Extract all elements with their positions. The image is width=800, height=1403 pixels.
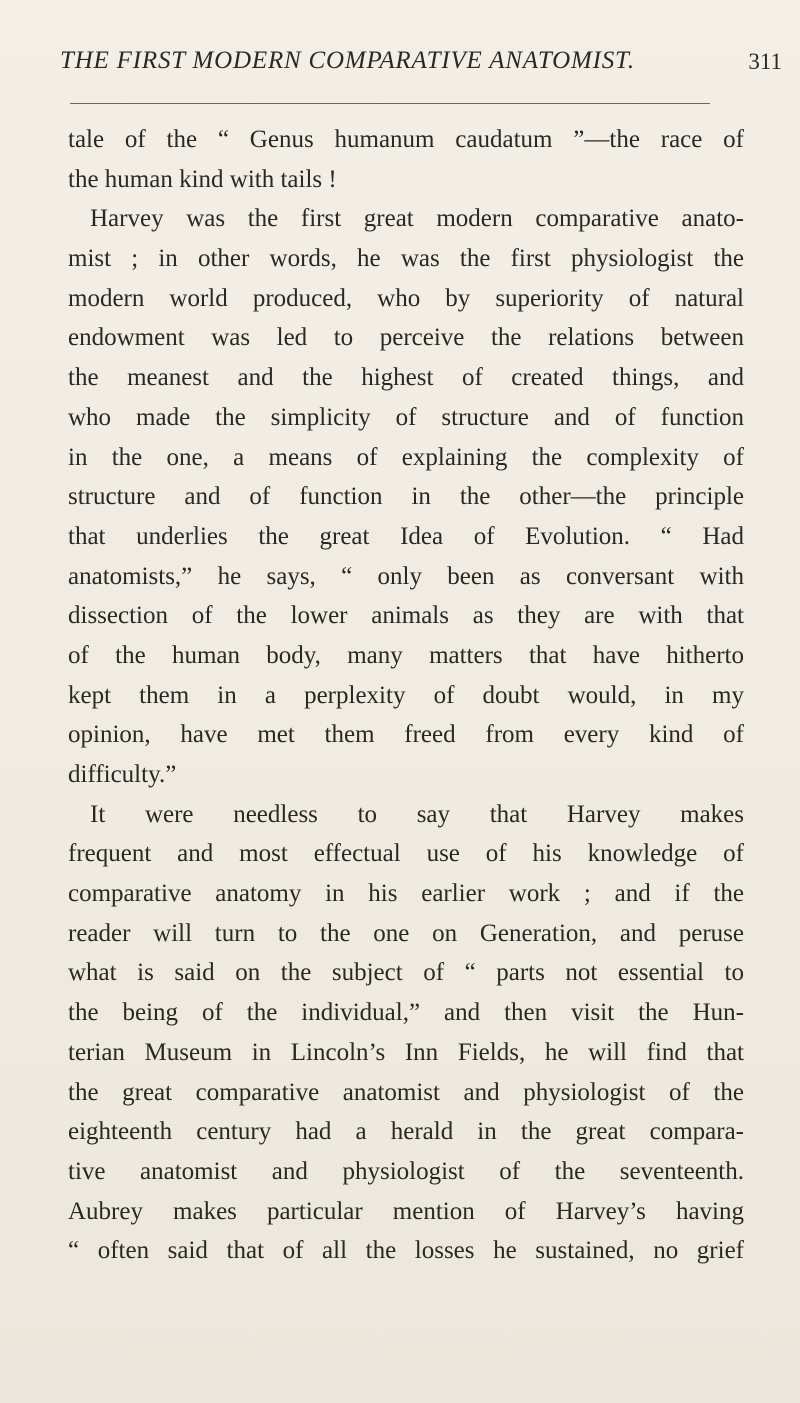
text-line: difficulty.”: [68, 761, 177, 788]
text-line: what is said on the subject of “ parts not essential to: [68, 959, 744, 987]
text-line: the being of the individual,” and then visit the Hun-: [68, 999, 744, 1027]
page-number: 311: [748, 49, 782, 74]
text-line: that underlies the great Idea of Evolution. “ Had: [68, 522, 744, 550]
text-line: the great comparative anatomist and physiologist of the: [68, 1078, 744, 1106]
paragraph-first-line: It were needless to say that Harvey makes: [90, 800, 744, 828]
text-line: tive anatomist and physiologist of the seventeenth.: [68, 1157, 744, 1185]
text-line: the meanest and the highest of created things, and: [68, 364, 744, 392]
text-line: dissection of the lower animals as they are with that: [68, 602, 744, 630]
text-line: tale of the “ Genus humanum caudatum ”—the race of: [68, 126, 744, 153]
text-line: mist ; in other words, he was the first physiologist the: [68, 245, 744, 273]
text-line: the human kind with tails !: [68, 165, 337, 193]
text-line: “ often said that of all the losses he sustained, no grief: [68, 1237, 744, 1265]
text-line: who made the simplicity of structure and of function: [68, 403, 744, 431]
text-line: opinion, have met them freed from every kind of: [68, 721, 744, 749]
text-line: eighteenth century had a herald in the great compara-: [68, 1118, 744, 1146]
text-line: anatomists,” he says, “ only been as conversant with: [68, 562, 744, 590]
header-rule: [70, 103, 710, 104]
text-line: endowment was led to perceive the relations between: [68, 324, 744, 352]
text-line: terian Museum in Lincoln’s Inn Fields, he will find that: [68, 1038, 744, 1066]
text-line: structure and of function in the other—the principle: [68, 483, 744, 511]
text-line: of the human body, many matters that have hitherto: [68, 641, 744, 669]
text-line: in the one, a means of explaining the complexity of: [68, 443, 744, 471]
paragraph-first-line: Harvey was the first great modern comparative anato-: [90, 205, 744, 233]
running-head-title: THE FIRST MODERN COMPARATIVE ANATOMIST.: [60, 47, 635, 74]
text-line: kept them in a perplexity of doubt would, in my: [68, 681, 744, 709]
body-text: [68, 120, 744, 1271]
text-line: comparative anatomy in his earlier work ; and if the: [68, 880, 744, 908]
text-line: reader will turn to the one on Generation, and peruse: [68, 919, 744, 947]
text-line: frequent and most effectual use of his knowledge of: [68, 840, 744, 868]
running-head: [60, 47, 782, 97]
text-line: Aubrey makes particular mention of Harvey’s having: [68, 1197, 744, 1225]
text-line: modern world produced, who by superiority of natural: [68, 284, 744, 312]
